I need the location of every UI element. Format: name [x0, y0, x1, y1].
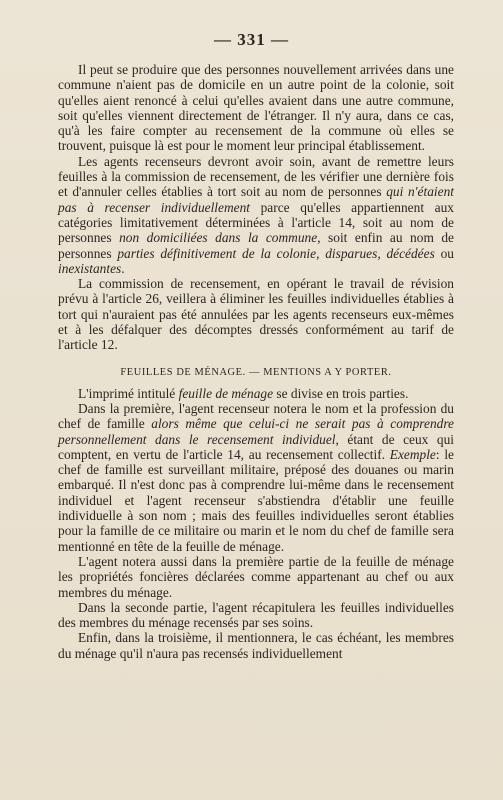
- paragraph-text-run: .: [121, 260, 125, 276]
- paragraph-8: [58, 630, 454, 661]
- paragraph-3: [58, 276, 454, 352]
- paragraph-text-run: alors même que celui-ci ne serait pas à comprendre personnellement dans le recensement individuel: [58, 416, 454, 447]
- paragraph-text-run: Enfin, dans la troisième, il mentionnera, le cas échéant, les membres du ménage qu'il n'aura pas recensés individuellement: [58, 630, 454, 661]
- paragraph-6: [58, 554, 454, 600]
- page-number: — 331 —: [214, 30, 289, 49]
- paragraph-text-run: Dans la première, l'agent recenseur notera le nom et la profession du chef de famille: [58, 400, 454, 432]
- paragraph-text-run: Il peut se produire que des personnes nouvellement arrivées dans une commune n'aient pas de domicile en un autre point de la colonie, soit qu'elles aient renoncé à celui qu'elles avaient dans une autre commune, soit qu'elles viennent directement de l'étranger. Il n'y aura, dans ce cas, qu'à les faire compter au recensement de la commune où elles se trouvent, puisque là est pour le moment leur principal établissement.: [58, 62, 454, 154]
- paragraph-4: [58, 386, 454, 401]
- paragraph-text-run: Dans la seconde partie, l'agent récapitulera les feuilles individuelles des membres du ménage recensés par ses soins.: [58, 599, 454, 631]
- paragraph-text-run: non domiciliées dans la commune: [119, 230, 318, 246]
- paragraph-text-run: , soit enfin au nom de personnes: [58, 230, 454, 261]
- paragraph-text-run: , étant de ceux qui comptent, en vertu de l'article 14, au recensement collectif.: [58, 431, 454, 462]
- paragraph-text-run: inexistantes: [58, 260, 122, 276]
- paragraph-text-run: : le chef de famille est surveillant militaire, préposé des douanes ou marin embarqué. Il n'est donc pas à comprendre lui-même dans le recensement individuel et l'agent recenseur s'abstiendra d'établir une feuille individuelle à son nom ; mais des feuilles individuelles seront établies pour la famille de ce militaire ou marin et le nom du chef de famille sera mentionné en tête de la feuille de ménage.: [58, 446, 455, 554]
- paragraph-7: [58, 600, 454, 631]
- paragraph-text-run: feuille de ménage: [178, 385, 274, 401]
- paragraph-text-run: Exemple: [389, 446, 436, 462]
- paragraph-text-run: La commission de recensement, en opérant le travail de révision prévu à l'article 26, veillera à éliminer les feuilles individuelles établies à tort qui n'auraient pas été annulées par les agents recenseurs eux-mêmes et à les défalquer des décomptes dressés conformément au tarif de l'article 12.: [58, 276, 454, 353]
- page-body: [58, 62, 454, 661]
- paragraph-2: [58, 154, 454, 276]
- paragraph-text-run: qui n'étaient pas à recenser individuellement: [58, 184, 454, 215]
- paragraph-text-run: L'agent notera aussi dans la première partie de la feuille de ménage les propriétés foncières déclarées comme appartenant au chef ou aux membres du ménage.: [58, 553, 454, 600]
- section-heading: FEUILLES DE MÉNAGE. — MENTIONS A Y PORTER.: [120, 366, 392, 378]
- paragraph-text-run: parce qu'elles appartiennent aux catégories limitativement déterminées à l'article 14, soit au nom de personnes: [58, 199, 454, 246]
- paragraph-5: [58, 401, 454, 554]
- paragraph-1: [58, 62, 454, 154]
- paragraph-text-run: Les agents recenseurs devront avoir soin, avant de remettre leurs feuilles à la commission de recensement, de les vérifier une dernière fois et d'annuler celles établies à tort soit au nom de personnes: [58, 153, 454, 200]
- paragraph-text-run: L'imprimé intitulé: [78, 385, 179, 401]
- paragraph-text-run: ou: [434, 245, 454, 261]
- paragraph-text-run: parties définitivement de la colonie, disparues, décédées: [117, 245, 435, 261]
- paragraph-text-run: se divise en trois parties.: [273, 385, 409, 401]
